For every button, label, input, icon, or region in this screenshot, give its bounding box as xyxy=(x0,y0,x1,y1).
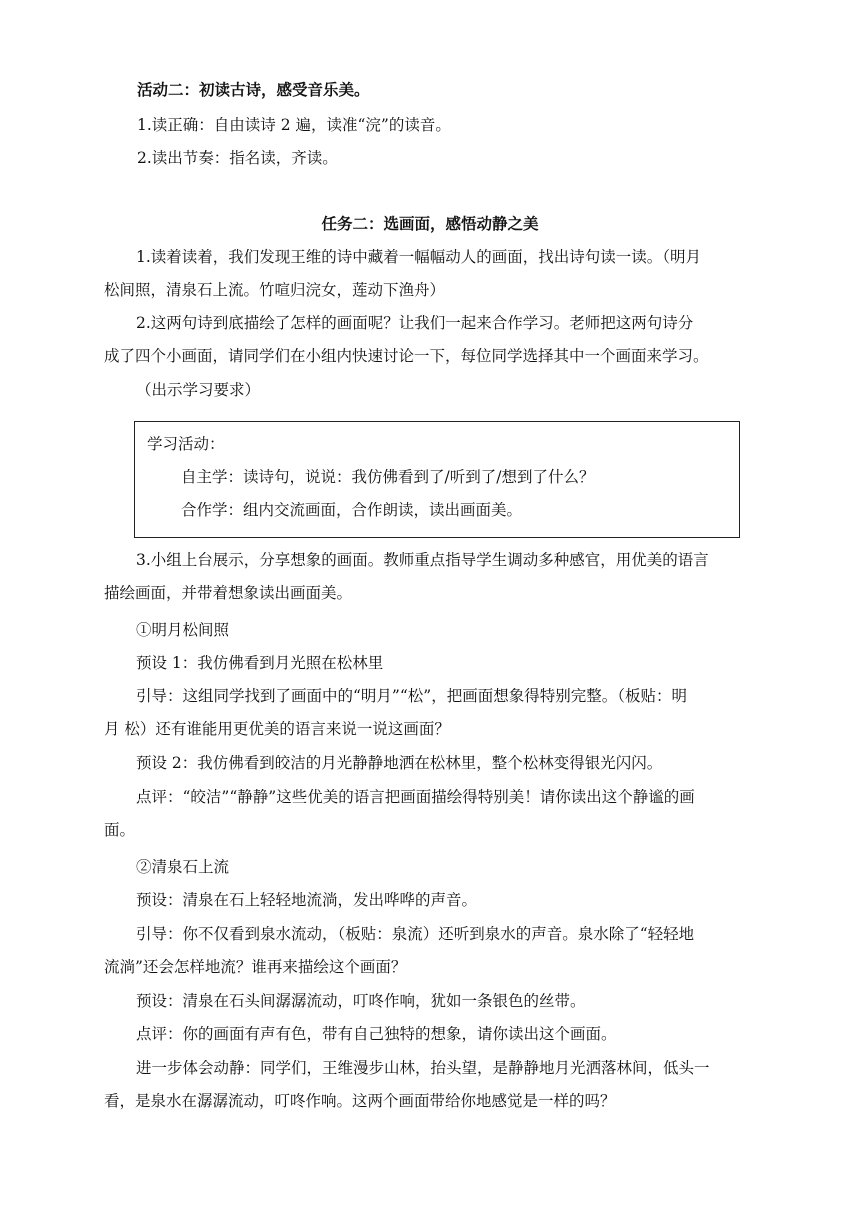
task2-heading: 任务二：选画面，感悟动静之美 xyxy=(321,215,539,233)
task2-paragraph-1-line-1: 1.读着读着，我们发现王维的诗中藏着一幅幅动人的画面，找出诗句读一读。（明月 xyxy=(136,248,702,266)
task2-paragraph-2-line-2: 成了四个小画面，请同学们在小组内快速讨论一下，每位同学选择其中一个画面来学习。 xyxy=(104,347,709,365)
scene1-preset-1: 预设 1：我仿佛看到月光照在松林里 xyxy=(136,654,384,672)
task2-paragraph-2-line-1: 2.这两句诗到底描绘了怎样的画面呢？让我们一起来合作学习。老师把这两句诗分 xyxy=(136,314,694,332)
scene1-comment-line-1: 点评：“皎洁”“静静”这些优美的语言把画面描绘得特别美！请你读出这个静谧的画 xyxy=(136,788,695,806)
scene1-guide-line-2: 月 松）还有谁能用更优美的语言来说一说这画面？ xyxy=(104,720,450,738)
scene2-further-line-2: 看，是泉水在潺潺流动，叮咚作响。这两个画面带给你地感觉是一样的吗？ xyxy=(104,1092,616,1110)
scene1-guide-line-1: 引导：这组同学找到了画面中的“明月”“松”，把画面想象得特别完整。（板贴：明 xyxy=(136,687,687,705)
scene1-comment-line-2: 面。 xyxy=(104,821,136,839)
learning-activity-title: 学习活动： xyxy=(147,435,225,453)
scene2-comment: 点评：你的画面有声有色，带有自己独特的想象，请你读出这个画面。 xyxy=(136,1025,617,1043)
activity2-heading: 活动二：初读古诗，感受音乐美。 xyxy=(137,81,370,99)
scene2-preset-1: 预设：清泉在石上轻轻地流淌，发出哗哗的声音。 xyxy=(136,891,478,909)
scene2-title: ②清泉石上流 xyxy=(136,858,230,876)
activity2-item-2: 2.读出节奏：指名读，齐读。 xyxy=(137,149,338,167)
scene2-preset-2: 预设：清泉在石头间潺潺流动，叮咚作响，犹如一条银色的丝带。 xyxy=(136,992,586,1010)
task2-paragraph-2-line-3: （出示学习要求） xyxy=(136,381,261,399)
learning-activity-line-2: 合作学：组内交流画面，合作朗读，读出画面美。 xyxy=(181,501,523,519)
step3-line-2: 描绘画面，并带着想象读出画面美。 xyxy=(104,584,353,602)
step3-line-1: 3.小组上台展示，分享想象的画面。教师重点指导学生调动多种感官，用优美的语言 xyxy=(136,551,709,569)
scene2-further-line-1: 进一步体会动静：同学们，王维漫步山林，抬头望，是静静地月光洒落林间，低头一 xyxy=(136,1059,710,1077)
activity2-item-1: 1.读正确：自由读诗 2 遍，读准“浣”的读音。 xyxy=(137,116,451,134)
learning-activity-line-1: 自主学：读诗句，说说：我仿佛看到了/听到了/想到了什么？ xyxy=(181,468,595,486)
scene2-guide-line-2: 流淌”还会怎样地流？谁再来描绘这个画面？ xyxy=(104,958,407,976)
scene2-guide-line-1: 引导：你不仅看到泉水流动，（板贴：泉流）还听到泉水的声音。泉水除了“轻轻地 xyxy=(136,925,695,943)
task2-paragraph-1-line-2: 松间照，清泉石上流。竹喧归浣女，莲动下渔舟） xyxy=(104,281,446,299)
scene1-title: ①明月松间照 xyxy=(136,621,230,639)
scene1-preset-2: 预设 2：我仿佛看到皎洁的月光静静地洒在松林里，整个松林变得银光闪闪。 xyxy=(136,754,663,772)
